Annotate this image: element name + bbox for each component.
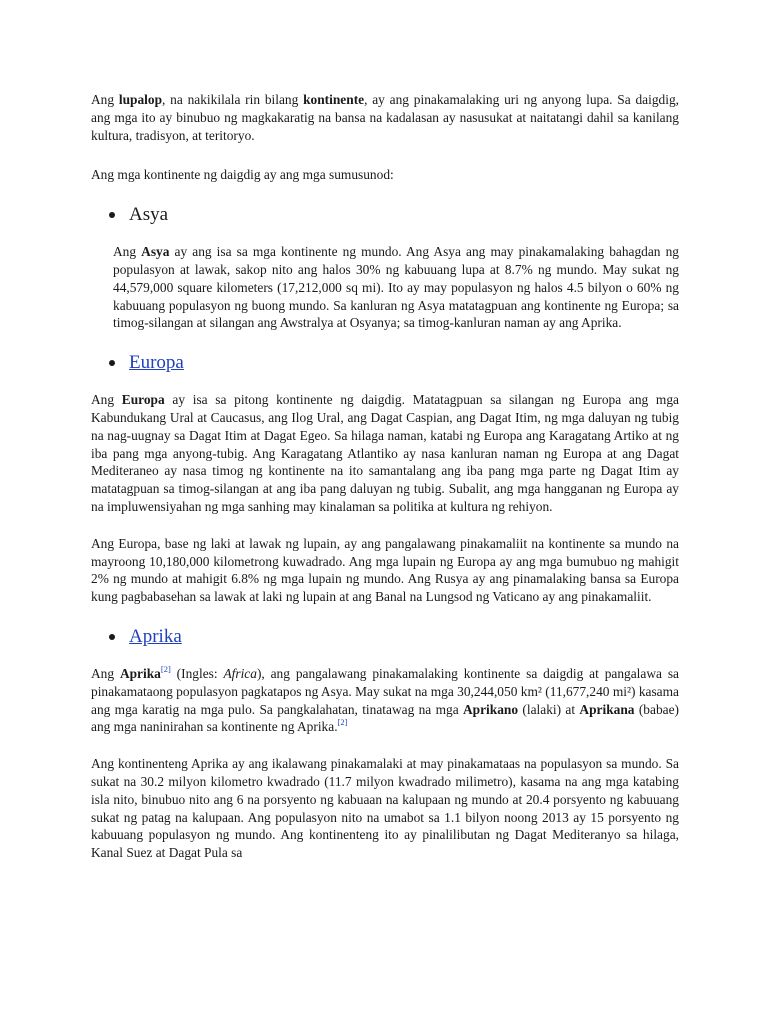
citation-link[interactable]: [2]: [337, 717, 348, 728]
heading-title-asya: Asya: [129, 204, 169, 226]
section-heading-aprika: [109, 625, 679, 649]
bullet-icon: [109, 360, 115, 366]
heading-link-aprika[interactable]: Aprika: [129, 625, 182, 647]
bold-term-asya: Asya: [141, 244, 170, 260]
asya-paragraph: Ang Asya ay ang isa sa mga kontinente ng mundo. Ang Asya ang may pinakamalaking bahagdan ng populasyon at lawak, sakop nito ang halos 30% ng kabuuang lupa at 8.7% ng mundo. May sukat ng 44,579,000 square kilometers (17,212,000 sq mi). Ito ay may populasyon ng halos 4.5 bilyon o 60% ng kabuuang populasyon ng buong mundo. Sa kanluran ng Asya matatagpuan ang kontinente ng Europa; sa timog-silangan at silangan ang Awstralya at Osyanya; sa timog-kanluran naman ay ang Aprika.: [113, 244, 679, 331]
aprika-paragraph-1: Ang Aprika[2] (Ingles: Africa), ang pangalawang pinakamalaking kontinente sa daigdig at pangalawa sa pinakamataong populasyon pagkatapos ng Asya. May sukat na mga 30,244,050 km² (11,677,240 mi²) kasama ang mga karatig na mga pulo. Sa pangkalahatan, tinatawag na mga Aprikano (lalaki) at Aprikana (babae) ang mga naninirahan sa kontinente ng Aprika.[2]: [91, 663, 679, 735]
bold-term-aprikana: Aprikana: [579, 701, 635, 717]
bullet-icon: [109, 212, 115, 218]
section-heading-europa: [109, 351, 679, 375]
bold-term-kontinente: kontinente: [303, 92, 365, 107]
intro-paragraph: Ang lupalop, na nakikilala rin bilang kontinente, ay ang pinakamalaking uri ng anyong lupa. Sa daigdig, ang mga ito ay binubuo ng magkakaratig na bansa na kadalasan ay nasusukat at naitatangi dahil sa kanilang kultura, tradisyon, at teritoryo.: [91, 92, 679, 143]
bold-term-aprika: Aprika: [119, 665, 161, 681]
aprika-paragraph-2: Ang kontinenteng Aprika ay ang ikalawang pinakamalaki at may pinakamataas na populasyon sa mundo. Sa sukat na 30.2 milyon kilometro kwadrado (11.7 milyon kwadrado milimetro), kasama na ang mga katabing isla nito, binubuo nito ang 6 na porsyento ng kabuaan na kalupaan ng mundo at 20.4 porsyento ng kabuuang sukat ng patag na kalupaan. Ang populasyon nito na umabot sa 1.1 bilyon noong 2013 ay 15 porsyento ng kabuuang populasyon ng mundo. Ang kontinenteng ito ay pinalilibutan ng Dagat Mediteranyo sa hilaga, Kanal Suez at Dagat Pula sa: [91, 756, 679, 861]
bold-term-lupalop: lupalop: [118, 92, 163, 107]
lead-paragraph: Ang mga kontinente ng daigdig ay ang mga sumusunod:: [91, 167, 394, 183]
europa-paragraph-1: Ang Europa ay isa sa pitong kontinente ng daigdig. Matatagpuan sa silangan ng Europa ang mga Kabundukang Ural at Caucasus, ang Ilog Ural, ang Dagat Caspian, ang Dagat Itim, ng mga daluyan ng tubig na nag-uugnay sa Dagat Itim at Dagat Egeo. Sa hilaga naman, katabi ng Europa ang Karagatang Artiko at ng iba pang mga anyong-tubig. Ang Karagatang Atlantiko ay nasa kanluran naman ng Europa at ang Dagat Mediteraneo ay nasa timog ng kontinente na ito samantalang ang iba pang mga parte ng Dagat Itim ay matatagpuan sa timog-silangan at ang iba pang daluyan ng tubig. Subalit, ang mga hangganan ng Europa ay na impluwensiyahan ng mga sanhing may kinalaman sa politika at kultura ng rehiyon.: [91, 392, 679, 514]
italic-term-africa: Africa: [223, 665, 257, 681]
heading-link-europa[interactable]: Europa: [129, 352, 184, 374]
europa-paragraph-2: Ang Europa, base ng laki at lawak ng lupain, ay ang pangalawang pinakamaliit na kontinente sa mundo na mayroong 10,180,000 kilometrong kuwadrado. Ang mga lupain ng Europa ay ang mga bumubuo ng mahigit 2% ng mundo at mahigit 6.8% ng mga lupain ng mundo. Ang Rusya ay ang pinamalaking bansa sa Europa kung pagbabasehan sa lawak at laki ng lupain at ang Banal na Lungsod ng Vaticano ay ang pinakamaliit.: [91, 535, 679, 605]
citation-link[interactable]: [2]: [160, 663, 171, 674]
bullet-icon: [109, 634, 115, 640]
bold-term-aprikano: Aprikano: [462, 701, 519, 717]
section-heading-asya: [109, 203, 679, 227]
bold-term-europa: Europa: [121, 392, 165, 408]
